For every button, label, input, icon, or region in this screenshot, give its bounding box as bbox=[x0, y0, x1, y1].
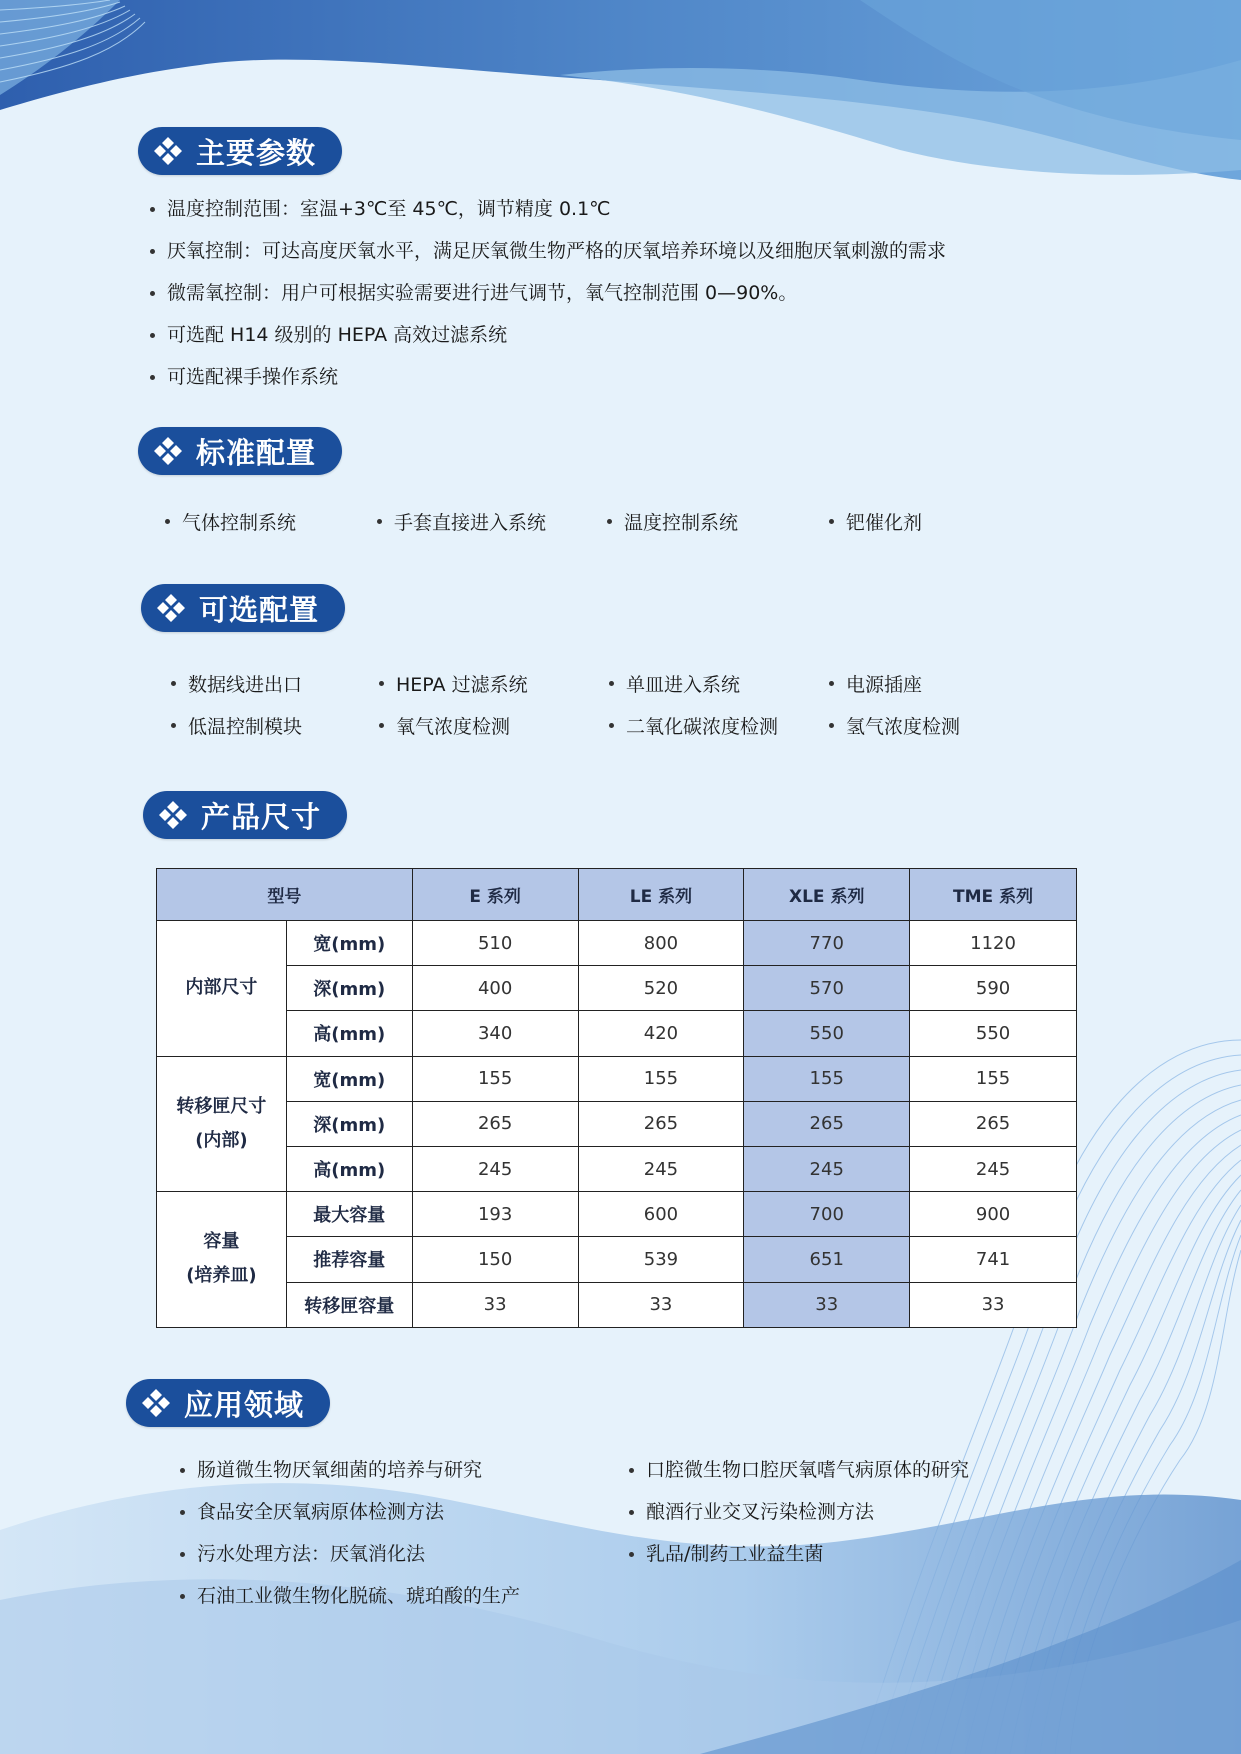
cell: 770 bbox=[744, 921, 910, 966]
section-header-applications bbox=[126, 1379, 330, 1427]
section-title: 应用领域 bbox=[184, 1387, 305, 1422]
cell: 340 bbox=[412, 1011, 578, 1056]
list-item: 肠道微生物厌氧细菌的培养与研究 bbox=[180, 1449, 520, 1491]
applications-list-right bbox=[629, 1449, 969, 1575]
table-row bbox=[157, 1101, 1077, 1146]
cell: 245 bbox=[910, 1146, 1077, 1191]
diamond-cluster-icon bbox=[157, 799, 189, 831]
group-label bbox=[157, 921, 287, 1057]
cell: 550 bbox=[910, 1011, 1077, 1056]
diamond-cluster-icon bbox=[155, 592, 187, 624]
cell: 33 bbox=[744, 1282, 910, 1327]
list-item: 低温控制模块 bbox=[171, 704, 379, 746]
group-name-sub: (培养皿) bbox=[186, 1265, 257, 1287]
list-item: 温度控制系统 bbox=[607, 500, 829, 542]
group-label bbox=[157, 1192, 287, 1328]
cell: 193 bbox=[412, 1192, 578, 1237]
header-model: 型号 bbox=[157, 869, 413, 921]
table-row bbox=[157, 966, 1077, 1011]
cell: 539 bbox=[578, 1237, 744, 1282]
cell: 900 bbox=[910, 1192, 1077, 1237]
list-item: 可选配 H14 级别的 HEPA 高效过滤系统 bbox=[150, 314, 946, 356]
list-item: 数据线进出口 bbox=[171, 662, 379, 704]
row-label: 深(mm) bbox=[286, 1101, 412, 1146]
diamond-cluster-icon bbox=[140, 1387, 172, 1419]
cell: 520 bbox=[578, 966, 744, 1011]
group-name: 转移匣尺寸 bbox=[176, 1095, 267, 1117]
row-label: 最大容量 bbox=[286, 1192, 412, 1237]
main-params-list bbox=[150, 188, 946, 398]
section-title: 产品尺寸 bbox=[201, 799, 322, 834]
cell: 590 bbox=[910, 966, 1077, 1011]
cell: 245 bbox=[744, 1146, 910, 1191]
cell: 420 bbox=[578, 1011, 744, 1056]
list-item: 可选配裸手操作系统 bbox=[150, 356, 946, 398]
table-row bbox=[157, 1282, 1077, 1327]
cell: 155 bbox=[578, 1056, 744, 1101]
cell: 800 bbox=[578, 921, 744, 966]
cell: 700 bbox=[744, 1192, 910, 1237]
section-title: 标准配置 bbox=[196, 435, 317, 470]
row-label: 高(mm) bbox=[286, 1011, 412, 1056]
header-tme-series: TME 系列 bbox=[910, 869, 1077, 921]
list-item: 酿酒行业交叉污染检测方法 bbox=[629, 1491, 969, 1533]
table-row bbox=[157, 1011, 1077, 1056]
section-header-dimensions bbox=[143, 791, 347, 839]
section-header-standard-config bbox=[138, 427, 342, 475]
row-label: 宽(mm) bbox=[286, 1056, 412, 1101]
group-name-sub: (内部) bbox=[195, 1129, 248, 1151]
row-label: 推荐容量 bbox=[286, 1237, 412, 1282]
list-item: 氧气浓度检测 bbox=[379, 704, 609, 746]
cell: 510 bbox=[412, 921, 578, 966]
cell: 600 bbox=[578, 1192, 744, 1237]
group-name: 容量 bbox=[203, 1231, 240, 1253]
cell: 155 bbox=[910, 1056, 1077, 1101]
cell: 33 bbox=[412, 1282, 578, 1327]
list-item: 气体控制系统 bbox=[165, 500, 377, 542]
cell: 570 bbox=[744, 966, 910, 1011]
diamond-cluster-icon bbox=[152, 135, 184, 167]
header-le-series: LE 系列 bbox=[578, 869, 744, 921]
cell: 1120 bbox=[910, 921, 1077, 966]
cell: 265 bbox=[744, 1101, 910, 1146]
group-name: 内部尺寸 bbox=[185, 977, 258, 999]
list-item: 温度控制范围：室温+3℃至 45℃，调节精度 0.1℃ bbox=[150, 188, 946, 230]
section-title: 可选配置 bbox=[199, 592, 320, 627]
list-item: 石油工业微生物化脱硫、琥珀酸的生产 bbox=[180, 1575, 520, 1617]
cell: 150 bbox=[412, 1237, 578, 1282]
list-item: HEPA 过滤系统 bbox=[379, 662, 609, 704]
list-item: 乳品/制药工业益生菌 bbox=[629, 1533, 969, 1575]
list-item: 污水处理方法：厌氧消化法 bbox=[180, 1533, 520, 1575]
cell: 33 bbox=[910, 1282, 1077, 1327]
cell: 245 bbox=[578, 1146, 744, 1191]
section-header-optional-config bbox=[141, 584, 345, 632]
optional-config-list bbox=[171, 662, 1029, 746]
row-label: 宽(mm) bbox=[286, 921, 412, 966]
table-header-row bbox=[157, 869, 1077, 921]
list-item: 电源插座 bbox=[829, 662, 1029, 704]
cell: 245 bbox=[412, 1146, 578, 1191]
table-row bbox=[157, 1146, 1077, 1191]
cell: 400 bbox=[412, 966, 578, 1011]
section-header-main-params bbox=[138, 127, 342, 175]
cell: 265 bbox=[910, 1101, 1077, 1146]
row-label: 转移匣容量 bbox=[286, 1282, 412, 1327]
list-item: 氢气浓度检测 bbox=[829, 704, 1029, 746]
cell: 651 bbox=[744, 1237, 910, 1282]
cell: 550 bbox=[744, 1011, 910, 1056]
table-row bbox=[157, 921, 1077, 966]
section-title: 主要参数 bbox=[196, 135, 317, 170]
list-item: 钯催化剂 bbox=[829, 500, 1029, 542]
diamond-cluster-icon bbox=[152, 435, 184, 467]
cell: 265 bbox=[578, 1101, 744, 1146]
table-row bbox=[157, 1192, 1077, 1237]
cell: 33 bbox=[578, 1282, 744, 1327]
cell: 741 bbox=[910, 1237, 1077, 1282]
list-item: 口腔微生物口腔厌氧嗜气病原体的研究 bbox=[629, 1449, 969, 1491]
table-row bbox=[157, 1056, 1077, 1101]
list-item: 厌氧控制：可达高度厌氧水平，满足厌氧微生物严格的厌氧培养环境以及细胞厌氧刺激的需求 bbox=[150, 230, 946, 272]
header-e-series: E 系列 bbox=[412, 869, 578, 921]
row-label: 深(mm) bbox=[286, 966, 412, 1011]
list-item: 手套直接进入系统 bbox=[377, 500, 607, 542]
list-item: 二氧化碳浓度检测 bbox=[609, 704, 829, 746]
applications-list-left bbox=[180, 1449, 520, 1617]
cell: 265 bbox=[412, 1101, 578, 1146]
list-item: 微需氧控制：用户可根据实验需要进行进气调节，氧气控制范围 0—90%。 bbox=[150, 272, 946, 314]
list-item: 单皿进入系统 bbox=[609, 662, 829, 704]
standard-config-list bbox=[165, 500, 1029, 542]
dimensions-table bbox=[156, 868, 1077, 1328]
cell: 155 bbox=[744, 1056, 910, 1101]
table-row bbox=[157, 1237, 1077, 1282]
header-xle-series: XLE 系列 bbox=[744, 869, 910, 921]
cell: 155 bbox=[412, 1056, 578, 1101]
row-label: 高(mm) bbox=[286, 1146, 412, 1191]
group-label bbox=[157, 1056, 287, 1192]
list-item: 食品安全厌氧病原体检测方法 bbox=[180, 1491, 520, 1533]
